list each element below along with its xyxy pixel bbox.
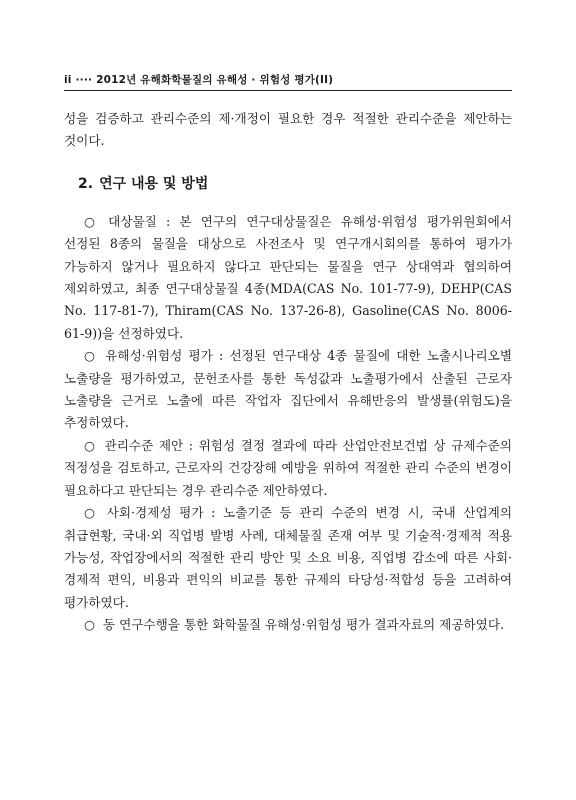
bullet-text: 사회·경제성 평가 : 노출기준 등 관리 수준의 변경 시, 국내 산업계의 취급현황, 국내·외 직업병 발병 사례, 대체물질 존재 여부 및 기술적·경제적 적용 가능성, 작업장에서의 적절한 관리 방안 및 소요 비용, 직업병 감소에 따른 사회·경제적 편익, 비용과 편익의 비교를 통한 규제의 타당성·적합성 등을 고려하여 평가하였다. [64,505,512,610]
section-title: 연구 내용 및 방법 [99,175,209,192]
bullet-item-target-substances [64,211,512,345]
page-header [64,72,512,91]
bullet-text: 동 연구수행을 통한 화학물질 유해성·위험성 평가 결과자료의 제공하였다. [103,617,504,633]
circle-bullet-icon: ○ [84,617,95,633]
intro-paragraph: 성을 검증하고 관리수준의 제·개정이 필요한 경우 적절한 관리수준을 제안하는 것이다. [64,111,512,149]
bullet-text: 대상물질 : 본 연구의 연구대상물질은 유해성·위험성 평가위원회에서 선정된 8종의 물질을 대상으로 사전조사 및 연구개시회의를 통하여 평가가 가능하지 않거나 필요하지 않다고 판단되는 물질을 연구 상대역과 협의하여 제외하였고, 최종 연구대상물질 4종(MDA(CAS No. 101-77-9), DEHP(CAS No. 117-81-7), Thiram(CAS No. 137-26-8), Gasoline(CAS No. 8006-61-9))을 선정하였다. [64,213,512,341]
bullet-item-management-level [64,435,512,502]
circle-bullet-icon: ○ [84,348,98,364]
bullet-item-risk-assessment [64,345,512,435]
page-body [64,108,512,637]
bullet-item-socioeconomic [64,502,512,614]
section-heading [78,173,512,193]
circle-bullet-icon: ○ [84,505,99,521]
bullet-text: 관리수준 제안 : 위험성 결정 결과에 따라 산업안전보건법 상 규제수준의 적정성을 검토하고, 근로자의 건강장해 예방을 위하여 적절한 관리 수준의 변경이 필요하다고 판단되는 경우 관리수준 제안하였다. [64,437,512,498]
circle-bullet-icon: ○ [84,213,101,229]
bullet-item-results-provision [64,614,512,636]
circle-bullet-icon: ○ [84,437,97,453]
section-number: 2. [78,175,94,192]
bullet-text: 유해성·위험성 평가 : 선정된 연구대상 4종 물질에 대한 노출시나리오별 노출량을 평가하였고, 문헌조사를 통한 독성값과 노출평가에서 산출된 근로자 노출량을 근거로 노출에 따른 작업자 집단에서 유해반응의 발생률(위험도)을 추정하였다. [64,348,513,431]
page-header-text: ii ···· 2012년 유해화학물질의 유해성 · 위험성 평가(II) [64,74,334,86]
